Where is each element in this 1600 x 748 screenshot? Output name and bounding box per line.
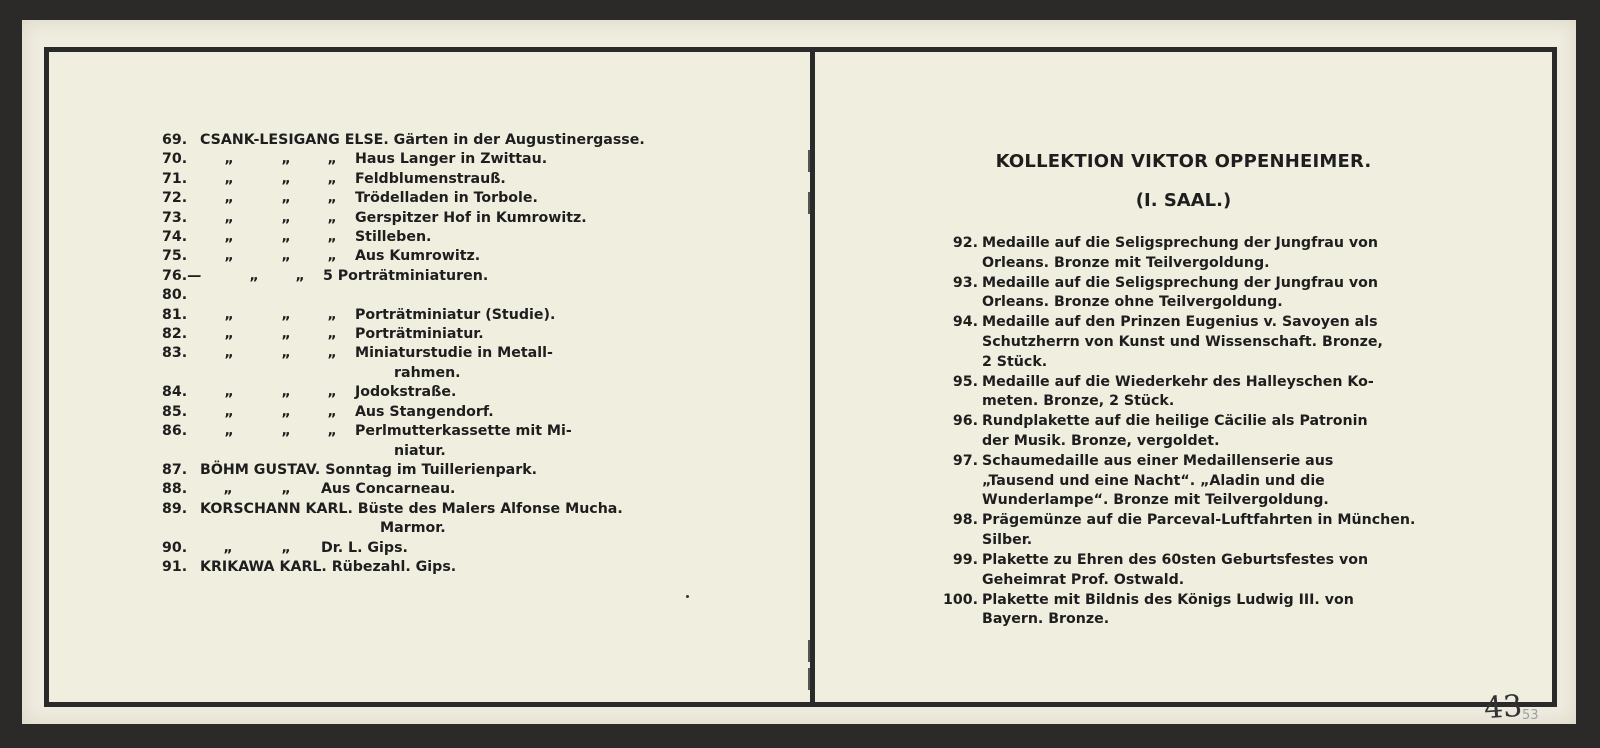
entry-continuation: Orleans. Bronze ohne Teilvergoldung. (982, 294, 1283, 311)
list-item (922, 313, 1427, 372)
ditto-mark: „ (327, 209, 337, 226)
entry-title: 5 Porträtminiaturen. (322, 267, 489, 284)
entry-title: BÖHM GUSTAV. Sonntag im Tuillerienpark. (200, 461, 538, 478)
right-page (810, 47, 1557, 707)
entry-number: 76.—80. (162, 267, 202, 304)
entry-continuation: Marmor. (380, 520, 446, 537)
entry-text (982, 551, 1427, 590)
entry-text (982, 234, 1427, 273)
entry-number: 88. (162, 481, 188, 498)
list-item (162, 325, 682, 344)
entry-number: 74. (162, 229, 188, 246)
entry-number: 92. (952, 235, 978, 251)
ditto-mark: „ (327, 423, 337, 440)
entry-line: Medaille auf die Seligsprechung der Jungfrau von (982, 235, 1378, 251)
entry-title: Jodokstraße. (354, 384, 457, 401)
ditto-mark: „ (224, 403, 234, 420)
ditto-mark: „ (327, 151, 337, 168)
ink-speck (686, 595, 689, 598)
ditto-mark: „ (327, 190, 337, 207)
list-item (162, 403, 682, 422)
entry-title: CSANK-LESIGANG ELSE. Gärten in der Augustinergasse. (200, 132, 645, 148)
entry-number: 90. (162, 539, 188, 556)
ditto-mark: „ (281, 170, 291, 187)
entry-continuation: Wunderlampe“. Bronze mit Teilvergoldung. (982, 492, 1329, 509)
ditto-mark: „ (327, 229, 337, 246)
ditto-mark: „ (224, 423, 234, 440)
entry-number: 100. (942, 591, 978, 608)
entry-number: 86. (162, 423, 188, 440)
entry-line: Schaumedaille aus einer Medaillenserie aus (982, 453, 1334, 470)
entry-title: KRIKAWA KARL. Rübezahl. Gips. (200, 558, 457, 575)
entry-text (982, 511, 1427, 550)
entry-number: 95. (952, 373, 978, 390)
ditto-mark: „ (223, 481, 233, 498)
entry-title: Aus Kumrowitz. (354, 248, 481, 265)
entry-text (226, 267, 682, 306)
entry-number: 83. (162, 345, 188, 362)
entry-text (200, 306, 682, 325)
entry-number: 99. (952, 552, 978, 568)
entry-text (200, 189, 682, 208)
ditto-mark: „ (281, 384, 291, 401)
ditto-mark: „ (224, 151, 234, 168)
entry-continuation: 2 Stück. (982, 353, 1048, 370)
ditto-mark: „ (224, 190, 234, 207)
entry-title: Feldblumenstrauß. (354, 170, 506, 187)
ditto-mark: „ (281, 423, 291, 440)
handwritten-page-number: 43 (1482, 688, 1524, 727)
entry-text (200, 539, 682, 558)
ditto-mark: „ (281, 229, 291, 246)
list-item (162, 209, 682, 228)
entry-continuation: meten. Bronze, 2 Stück. (982, 393, 1175, 410)
list-item (922, 274, 1427, 313)
entry-title: Aus Concarneau. (320, 481, 456, 498)
entry-number: 81. (162, 306, 188, 323)
ditto-mark: „ (327, 345, 337, 362)
list-item (162, 539, 682, 558)
entry-title: Gerspitzer Hof in Kumrowitz. (354, 209, 587, 226)
ditto-mark: „ (224, 209, 234, 226)
entry-title: Miniaturstudie in Metall- (354, 345, 553, 362)
ditto-mark: „ (281, 481, 291, 498)
entry-number: 98. (952, 512, 978, 529)
entry-title: Porträtminiatur (Studie). (354, 306, 556, 323)
ditto-mark: „ (224, 248, 234, 265)
entry-continuation: Orleans. Bronze mit Teilvergoldung. (982, 254, 1270, 271)
entry-line: Plakette mit Bildnis des Königs Ludwig III. von (982, 591, 1354, 608)
entry-text (200, 247, 682, 266)
entry-text (982, 313, 1427, 372)
ditto-mark: „ (281, 248, 291, 265)
entry-line: Medaille auf den Prinzen Eugenius v. Savoyen als (982, 314, 1378, 331)
entry-number: 91. (162, 558, 188, 575)
entry-text (200, 461, 682, 480)
entry-text (200, 150, 682, 169)
entry-text (200, 325, 682, 344)
entry-line: Rundplakette auf die heilige Cäcilie als Patronin (982, 413, 1368, 430)
list-item (162, 189, 682, 208)
ditto-mark: „ (327, 403, 337, 420)
entry-line: Medaille auf die Seligsprechung der Jungfrau von (982, 274, 1378, 291)
ditto-mark: „ (327, 384, 337, 401)
entry-text (200, 131, 682, 150)
entry-line: Prägemünze auf die Parceval-Luftfahrten in München. (982, 512, 1416, 529)
ditto-mark: „ (281, 326, 291, 343)
entry-text (982, 591, 1427, 630)
entry-continuation: der Musik. Bronze, vergoldet. (982, 432, 1220, 449)
list-item (922, 373, 1427, 412)
list-item (922, 511, 1427, 550)
entry-text (200, 209, 682, 228)
entry-text (200, 422, 682, 441)
list-item (922, 551, 1427, 590)
list-item (162, 306, 682, 325)
list-item (162, 558, 682, 577)
entry-text (982, 412, 1427, 451)
list-item (162, 247, 682, 266)
catalog-sheet (22, 20, 1576, 727)
entry-number: 72. (162, 190, 188, 207)
ditto-mark: „ (281, 306, 291, 323)
left-page (44, 47, 815, 707)
entry-number: 70. (162, 151, 188, 168)
ditto-mark: „ (327, 326, 337, 343)
entry-continuation: niatur. (394, 442, 446, 459)
entry-text (200, 500, 682, 519)
entry-continuation: Geheimrat Prof. Ostwald. (982, 571, 1185, 588)
ditto-mark: „ (295, 267, 305, 284)
entry-continuation: Silber. (982, 531, 1033, 548)
entry-text (200, 228, 682, 247)
ditto-mark: „ (327, 306, 337, 323)
entry-text (200, 403, 682, 422)
list-item (162, 461, 682, 480)
entry-title: Perlmutterkassette mit Mi- (354, 423, 572, 440)
list-item (162, 383, 682, 402)
ditto-mark: „ (223, 539, 233, 556)
entry-number: 82. (162, 326, 188, 343)
entry-text (200, 170, 682, 189)
ditto-mark: „ (224, 229, 234, 246)
entry-title: Aus Stangendorf. (354, 403, 494, 420)
collection-subtitle: (I. SAAL.) (1135, 190, 1232, 211)
entry-text (200, 344, 682, 363)
entry-number: 73. (162, 209, 188, 226)
ditto-mark: „ (281, 209, 291, 226)
entry-continuation: Schutzherrn von Kunst und Wissenschaft. Bronze, (982, 333, 1383, 350)
right-entry-list (922, 234, 1427, 630)
entry-text (982, 373, 1427, 412)
entry-number: 87. (162, 461, 188, 478)
list-item (922, 452, 1427, 511)
entry-number: 94. (952, 314, 978, 331)
entry-number: 84. (162, 384, 188, 401)
entry-title: Dr. L. Gips. (320, 539, 408, 556)
faint-page-number: 53 (1522, 708, 1539, 723)
entry-title: Haus Langer in Zwittau. (354, 151, 548, 168)
ditto-mark: „ (249, 267, 259, 284)
list-item (922, 412, 1427, 451)
entry-line: Medaille auf die Wiederkehr des Halleyschen Ko- (982, 373, 1374, 390)
ditto-mark: „ (224, 170, 234, 187)
entry-number: 75. (162, 248, 188, 265)
list-item (162, 267, 682, 306)
ditto-mark: „ (281, 190, 291, 207)
entry-continuation: „Tausend und eine Nacht“. „Aladin und die (982, 472, 1325, 489)
entry-title: Stilleben. (354, 229, 432, 246)
entry-title: Porträtminiatur. (354, 326, 484, 343)
entry-text (982, 274, 1427, 313)
ditto-mark: „ (281, 345, 291, 362)
ditto-mark: „ (327, 170, 337, 187)
list-item (922, 591, 1427, 630)
list-item (162, 480, 682, 499)
list-item (162, 150, 682, 169)
entry-number: 89. (162, 500, 188, 517)
entry-number: 69. (162, 132, 188, 148)
left-entry-list (162, 131, 682, 577)
ditto-mark: „ (224, 345, 234, 362)
entry-continuation: Bayern. Bronze. (982, 611, 1110, 628)
entry-title: Trödelladen in Torbole. (354, 190, 538, 207)
list-item (922, 234, 1427, 273)
list-item (162, 344, 682, 363)
ditto-mark: „ (224, 306, 234, 323)
list-item (162, 228, 682, 247)
entry-number: 97. (952, 453, 978, 470)
list-item (162, 500, 682, 519)
entry-continuation: rahmen. (394, 364, 461, 381)
entry-text (200, 480, 682, 499)
entry-line: Plakette zu Ehren des 60sten Geburtsfestes von (982, 552, 1369, 568)
entry-text (200, 558, 682, 577)
entry-number: 71. (162, 170, 188, 187)
ditto-mark: „ (281, 151, 291, 168)
list-item (162, 170, 682, 189)
ditto-mark: „ (327, 248, 337, 265)
list-item (162, 131, 682, 150)
ditto-mark: „ (224, 384, 234, 401)
entry-number: 96. (952, 413, 978, 430)
entry-text (982, 452, 1427, 511)
entry-number: 85. (162, 403, 188, 420)
entry-title: KORSCHANN KARL. Büste des Malers Alfonse Mucha. (200, 500, 623, 517)
ditto-mark: „ (281, 539, 291, 556)
entry-text (200, 383, 682, 402)
ditto-mark: „ (224, 326, 234, 343)
entry-number: 93. (952, 274, 978, 291)
ditto-mark: „ (281, 403, 291, 420)
list-item (162, 422, 682, 441)
collection-title: KOLLEKTION VIKTOR OPPENHEIMER. (995, 151, 1372, 172)
